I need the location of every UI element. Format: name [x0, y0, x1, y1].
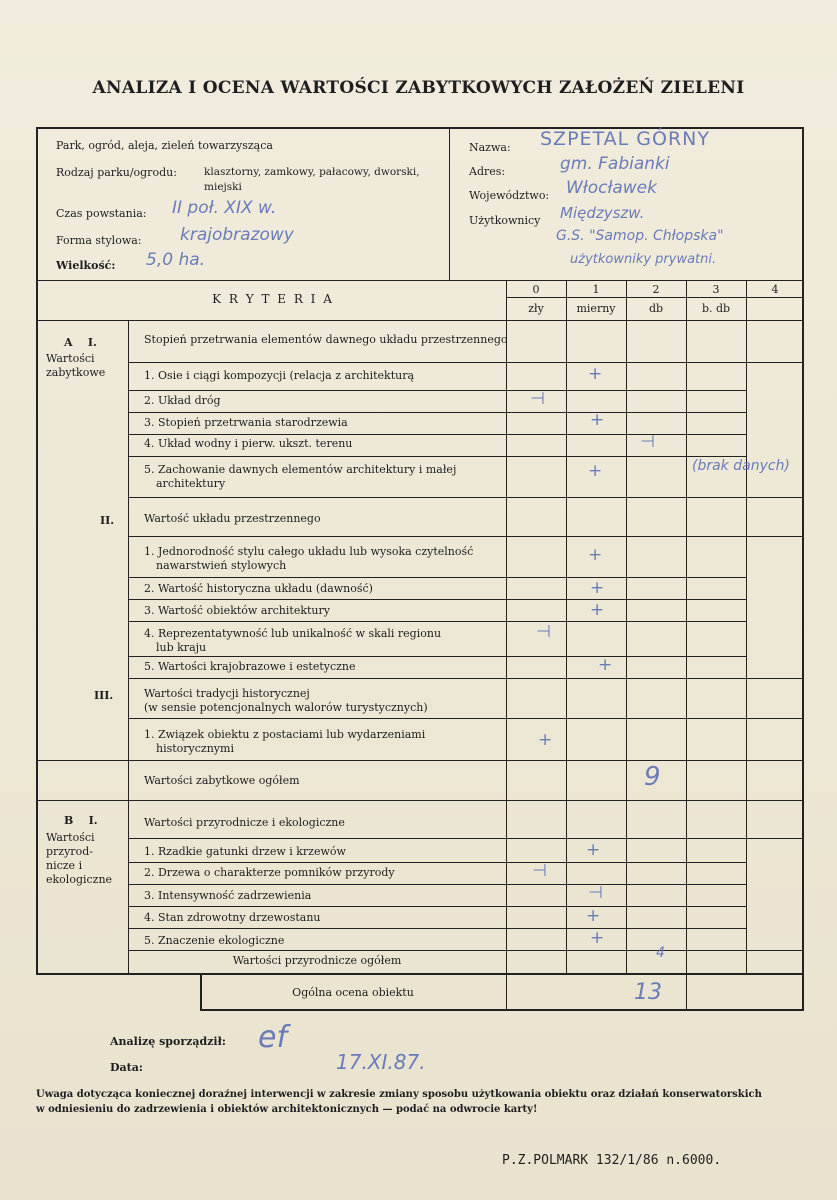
group-ii-item-4: 4. Reprezentatywność lub unikalność w skali regionu — [144, 627, 442, 640]
uzytkownicy-value-1: Międzyszw. — [560, 204, 645, 222]
forma-value: krajobrazowy — [180, 225, 294, 245]
group-iii-title: Wartości tradycji historycznej — [144, 687, 310, 700]
group-ii-item-5: 5. Wartości krajobrazowe i estetyczne — [144, 660, 356, 673]
forma-label: Forma stylowa: — [56, 234, 142, 247]
divider — [128, 678, 804, 679]
divider — [128, 362, 804, 363]
divider — [128, 577, 746, 578]
score-0: 0 — [532, 283, 540, 296]
uwaga-line-1: Uwaga dotycząca koniecznej doraźnej interwencji w zakresie zmiany sposobu użytkowania obiektu oraz działań konserwatorskich — [36, 1089, 762, 1100]
divider — [36, 800, 804, 801]
uzytkownicy-value-2: G.S. "Samop. Chłopska" — [556, 228, 724, 244]
uwaga-line-2: w odniesieniu do zadrzewienia i obiektów architektonicznych — podać na odwrocie karty! — [36, 1104, 538, 1115]
group-i-item-5: 5. Zachowanie dawnych elementów architektury i małej — [144, 463, 457, 476]
mark-a2-2: + — [590, 578, 605, 598]
mark-a3-1: + — [538, 730, 553, 750]
divider — [128, 950, 804, 951]
overall-label: Ogólna ocena obiektu — [292, 986, 414, 999]
section-a-total-value: 9 — [644, 762, 661, 792]
park-type-line: Park, ogród, aleja, zieleń towarzysząca — [56, 139, 273, 152]
mark-a1-3: + — [590, 410, 605, 430]
wielkosc-value: 5,0 ha. — [146, 250, 206, 270]
mark-b-1: + — [586, 840, 601, 860]
group-ii-item-2: 2. Wartość historyczna układu (dawność) — [144, 582, 373, 595]
printer-mark: P.Z.POLMARK 132/1/86 n.6000. — [502, 1153, 722, 1168]
group-ii-item-3: 3. Wartość obiektów architektury — [144, 604, 330, 617]
signature: ef — [258, 1020, 288, 1055]
uzytkownicy-value-3: użytkowniky prywatni. — [570, 252, 717, 267]
mark-b-5: + — [590, 928, 605, 948]
divider — [626, 280, 627, 975]
section-b-code: B I. — [64, 814, 98, 827]
czas-label: Czas powstania: — [56, 207, 147, 220]
group-ii-item-4-cont: lub kraju — [156, 641, 207, 654]
section-b-name-4: ekologiczne — [46, 873, 113, 886]
divider — [128, 656, 746, 657]
divider — [128, 412, 746, 413]
section-a-name: Wartości zabytkowe — [46, 352, 106, 379]
wojewodztwo-value: Włocławek — [566, 178, 657, 198]
divider — [506, 297, 804, 298]
section-b-name-1: Wartości — [46, 831, 95, 844]
divider — [128, 800, 129, 975]
divider — [128, 928, 746, 929]
mark-a2-3: + — [590, 600, 605, 620]
section-b-name-3: nicze i — [46, 859, 83, 872]
wojewodztwo-label: Województwo: — [469, 189, 550, 202]
score-3: 3 — [712, 283, 720, 296]
divider — [128, 884, 746, 885]
rodzaj-label: Rodzaj parku/ogrodu: — [56, 166, 177, 179]
group-i-item-5-cont: architektury — [156, 477, 226, 490]
mark-a2-4: ⊣ — [536, 622, 551, 642]
criteria-header: K R Y T E R I A — [212, 292, 334, 306]
mark-b-2: ⊣ — [532, 861, 547, 881]
section-b-total-value: 4 — [656, 945, 665, 961]
grade-3: b. db — [701, 302, 731, 315]
group-ii-item-1: 1. Jednorodność stylu całego układu lub wysoka czytelność — [144, 545, 474, 558]
rodzaj-options-2: miejski — [204, 181, 242, 193]
divider — [128, 536, 804, 537]
divider — [36, 320, 804, 321]
divider — [686, 975, 687, 1011]
section-b-item-3: 3. Intensywność zadrzewienia — [144, 889, 312, 902]
group-i-item-3: 3. Stopień przetrwania starodrzewia — [144, 416, 348, 429]
score-1: 1 — [592, 283, 600, 296]
mark-b-3: ⊣ — [588, 883, 603, 903]
nazwa-label: Nazwa: — [469, 141, 511, 154]
group-iii-title-2: (w sensie potencjonalnych walorów turystycznych) — [144, 701, 428, 714]
analiza-label: Analizę sporządził: — [110, 1035, 226, 1048]
score-4: 4 — [771, 283, 779, 296]
mark-a2-5: + — [598, 655, 613, 675]
mark-a1-2: ⊣ — [530, 389, 545, 409]
divider — [128, 456, 746, 457]
mark-b-4: + — [586, 906, 601, 926]
divider — [128, 497, 804, 498]
mark-a1-5: + — [588, 461, 603, 481]
group-iii-item-1: 1. Związek obiektu z postaciami lub wydarzeniami — [144, 728, 426, 741]
section-b-item-1: 1. Rzadkie gatunki drzew i krzewów — [144, 845, 346, 858]
section-a-total-label: Wartości zabytkowe ogółem — [144, 774, 300, 787]
czas-value: II poł. XIX w. — [172, 198, 277, 218]
divider — [506, 975, 507, 1011]
group-iii-roman: III. — [94, 689, 114, 702]
divider — [128, 906, 746, 907]
group-i-item-2: 2. Układ dróg — [144, 394, 221, 407]
group-ii-item-1-cont: nawarstwień stylowych — [156, 559, 287, 572]
divider — [128, 599, 746, 600]
date-value: 17.XI.87. — [336, 1050, 426, 1074]
section-b-name-2: przyrod- — [46, 845, 93, 858]
group-i-item-4: 4. Układ wodny i pierw. ukszt. terenu — [144, 437, 353, 450]
section-b-item-4: 4. Stan zdrowotny drzewostanu — [144, 911, 321, 924]
section-b-total-label: Wartości przyrodnicze ogółem — [232, 954, 402, 967]
divider — [36, 280, 804, 281]
divider — [686, 280, 687, 975]
annotation-no-data: (brak danych) — [692, 458, 790, 474]
section-a-code: A I. — [64, 336, 97, 349]
adres-value: gm. Fabianki — [560, 154, 670, 174]
divider — [506, 280, 507, 975]
divider — [746, 280, 747, 975]
divider — [128, 320, 129, 800]
divider — [128, 838, 804, 839]
section-b-item-5: 5. Znaczenie ekologiczne — [144, 934, 285, 947]
divider — [128, 621, 746, 622]
uzytkownicy-label: Użytkownicy — [469, 214, 541, 227]
mark-a1-1: + — [588, 364, 603, 384]
overall-value: 13 — [634, 980, 662, 1005]
mark-a2-1: + — [588, 545, 603, 565]
group-i-title: Stopień przetrwania elementów dawnego układu przestrzennego — [144, 333, 508, 346]
divider — [566, 280, 567, 975]
group-ii-title: Wartość układu przestrzennego — [144, 512, 321, 525]
grade-1: mierny — [576, 302, 616, 315]
score-2: 2 — [652, 283, 660, 296]
group-iii-item-1-cont: historycznymi — [156, 742, 234, 755]
divider — [128, 718, 804, 719]
divider — [128, 390, 746, 391]
group-i-item-1: 1. Osie i ciągi kompozycji (relacja z architekturą — [144, 369, 415, 382]
divider — [128, 862, 746, 863]
nazwa-value: SZPETAL GÓRNY — [540, 128, 710, 150]
mark-a1-4: ⊣ — [640, 432, 655, 452]
adres-label: Adres: — [469, 165, 506, 178]
data-label: Data: — [110, 1061, 143, 1074]
section-b-title: Wartości przyrodnicze i ekologiczne — [144, 816, 345, 829]
rodzaj-options: klasztorny, zamkowy, pałacowy, dworski, — [204, 166, 420, 178]
wielkosc-label: Wielkość: — [56, 259, 116, 272]
group-ii-roman: II. — [100, 514, 115, 527]
grade-2: db — [648, 302, 664, 315]
section-b-item-2: 2. Drzewa o charakterze pomników przyrody — [144, 866, 395, 879]
grade-0: zły — [528, 302, 544, 315]
divider — [36, 760, 804, 761]
form-title: ANALIZA I OCENA WARTOŚCI ZABYTKOWYCH ZAŁOŻEŃ ZIELENI — [92, 78, 745, 98]
divider — [449, 127, 450, 280]
